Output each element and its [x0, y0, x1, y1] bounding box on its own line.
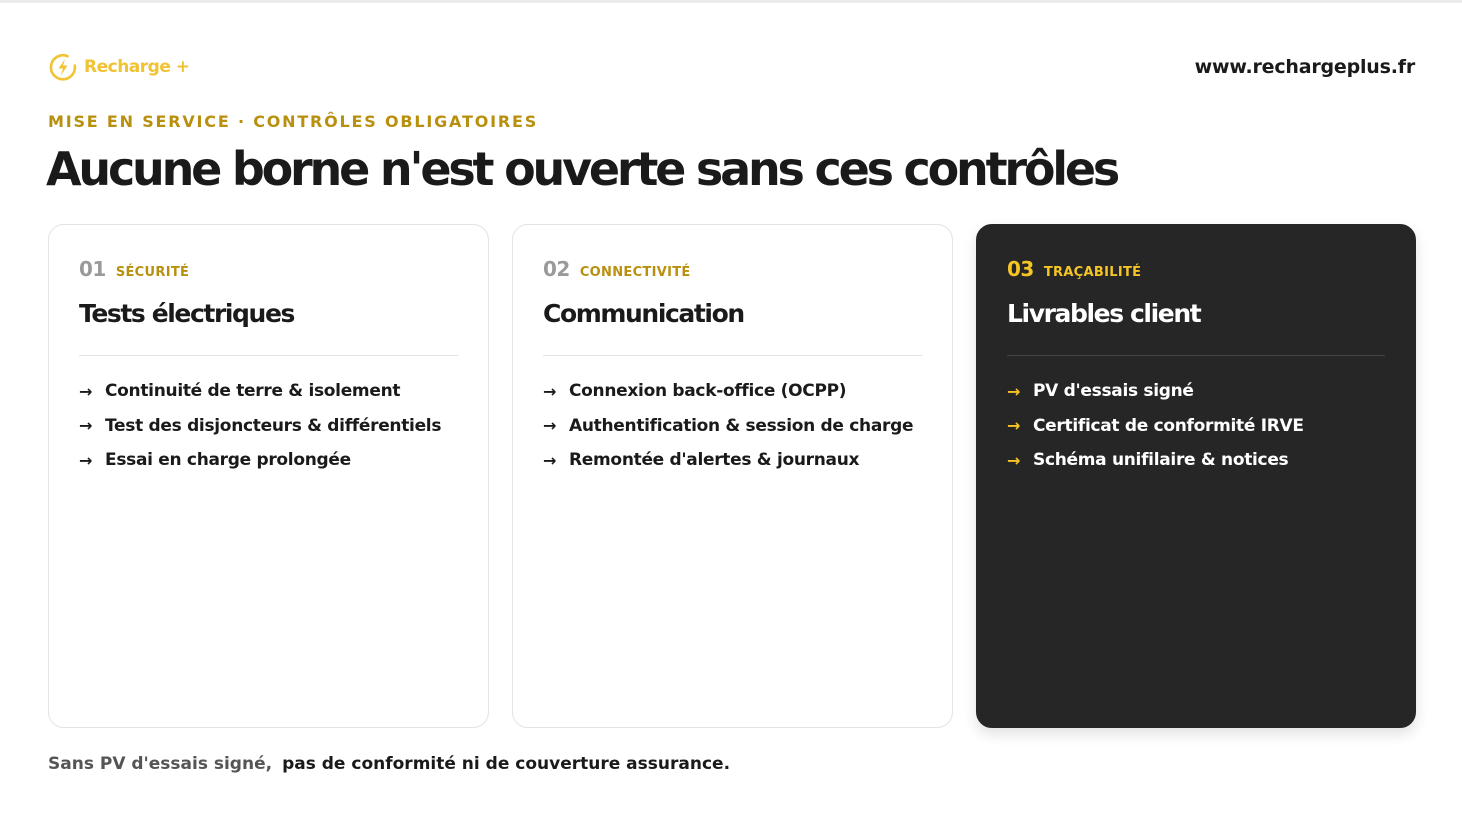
arrow-right-icon: →	[79, 416, 93, 436]
card-title: Livrables client	[1007, 299, 1201, 328]
card-tracabilite	[976, 224, 1416, 728]
card-divider	[79, 355, 458, 356]
list-item	[79, 409, 458, 444]
brand-logo	[48, 52, 190, 82]
list-item	[543, 409, 922, 444]
arrow-right-icon: →	[79, 450, 93, 470]
arrow-right-icon: →	[1007, 381, 1021, 401]
card-tag: SÉCURITÉ	[115, 265, 190, 280]
list-item-text: Certificat de conformité IRVE	[1033, 415, 1304, 436]
card-divider	[1007, 355, 1385, 356]
list-item-text: Schéma unifilaire & notices	[1033, 450, 1289, 471]
card-number: 02	[543, 257, 570, 281]
arrow-right-icon: →	[79, 381, 93, 401]
card-number: 01	[79, 257, 106, 281]
card-divider	[543, 355, 922, 356]
list-item	[79, 443, 458, 478]
top-divider	[0, 0, 1462, 3]
footer-note	[48, 754, 730, 774]
page-title: Aucune borne n'est ouverte sans ces contrôles	[46, 142, 1118, 196]
list-item	[79, 374, 458, 409]
list-item	[1007, 374, 1385, 409]
card-tag: TRAÇABILITÉ	[1043, 265, 1142, 280]
list-item-text: PV d'essais signé	[1033, 381, 1194, 402]
list-item-text: Test des disjoncteurs & différentiels	[105, 415, 442, 436]
card-title: Communication	[543, 299, 744, 328]
list-item-text: Remontée d'alertes & journaux	[569, 450, 860, 471]
website-url: www.rechargeplus.fr	[1194, 56, 1415, 78]
list-item	[1007, 443, 1385, 478]
lightning-bolt-icon	[48, 52, 78, 82]
brand-name: Recharge +	[84, 57, 190, 77]
list-item-text: Authentification & session de charge	[569, 415, 914, 436]
list-item-text: Essai en charge prolongée	[105, 450, 351, 471]
arrow-right-icon: →	[543, 450, 557, 470]
list-item	[543, 443, 922, 478]
list-item-text: Connexion back-office (OCPP)	[569, 381, 847, 402]
card-tag: CONNECTIVITÉ	[579, 265, 691, 280]
arrow-right-icon: →	[1007, 416, 1021, 436]
arrow-right-icon: →	[543, 416, 557, 436]
card-header	[543, 257, 922, 283]
card-checklist	[543, 374, 922, 478]
arrow-right-icon: →	[1007, 450, 1021, 470]
card-checklist	[79, 374, 458, 478]
list-item-text: Continuité de terre & isolement	[105, 381, 401, 402]
arrow-right-icon: →	[543, 381, 557, 401]
card-connectivite	[512, 224, 953, 728]
card-securite	[48, 224, 489, 728]
card-checklist	[1007, 374, 1385, 478]
eyebrow-label: MISE EN SERVICE · CONTRÔLES OBLIGATOIRES	[48, 112, 539, 131]
list-item	[1007, 409, 1385, 444]
control-cards	[48, 224, 1416, 728]
card-title: Tests électriques	[79, 299, 294, 328]
card-header	[79, 257, 458, 283]
footer-lead: Sans PV d'essais signé,	[48, 754, 273, 774]
list-item	[543, 374, 922, 409]
footer-emphasis: pas de conformité ni de couverture assurance.	[282, 754, 731, 774]
card-number: 03	[1007, 257, 1034, 281]
card-header	[1007, 257, 1385, 283]
